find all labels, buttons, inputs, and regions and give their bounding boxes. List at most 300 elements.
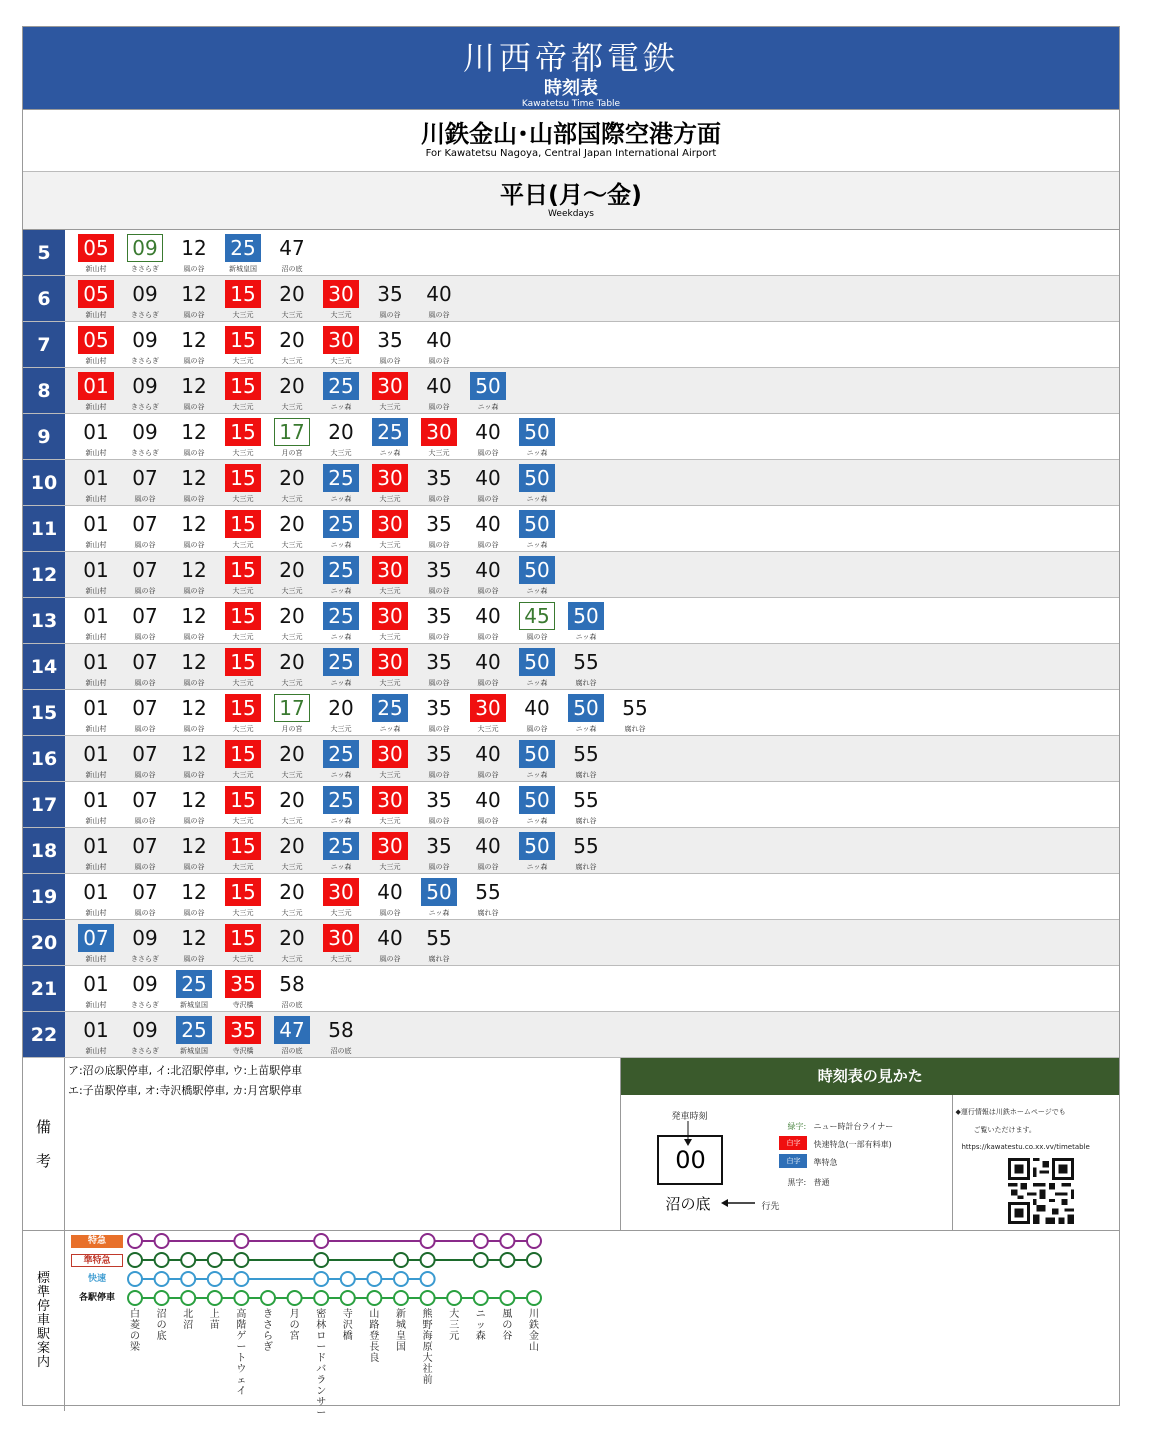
departure[interactable] — [126, 414, 175, 460]
departure[interactable] — [126, 828, 175, 874]
departure-destination: きさらぎ — [131, 311, 159, 319]
departure[interactable] — [567, 828, 616, 874]
departure-minute: 09 — [132, 926, 158, 950]
departure-minute: 15 — [225, 924, 261, 952]
departure-destination: 風の谷 — [428, 771, 450, 779]
departure[interactable] — [322, 736, 371, 782]
departure[interactable] — [420, 276, 469, 322]
departure-destination: ニッ森 — [526, 771, 548, 779]
departure-minute: 12 — [181, 880, 207, 904]
departure-destination: 大三元 — [281, 771, 303, 779]
departure[interactable] — [469, 506, 518, 552]
departure-minute: 20 — [279, 788, 305, 812]
departure-destination: 大三元 — [281, 311, 303, 319]
departure[interactable] — [420, 736, 469, 782]
departure[interactable] — [322, 460, 371, 506]
departures — [65, 276, 469, 321]
departure-destination: 腐れ谷 — [428, 955, 450, 963]
departure[interactable] — [126, 460, 175, 506]
departure-minute: 20 — [279, 926, 305, 950]
departure-minute: 12 — [181, 420, 207, 444]
hour-label: 20 — [23, 920, 65, 965]
departure[interactable] — [224, 230, 273, 276]
departure-minute: 50 — [519, 510, 555, 538]
departure[interactable] — [175, 644, 224, 690]
departure-destination: 風の谷 — [183, 357, 205, 365]
departure[interactable] — [371, 276, 420, 322]
departure[interactable] — [224, 782, 273, 828]
departure[interactable] — [77, 552, 126, 598]
departure[interactable] — [224, 966, 273, 1012]
departure[interactable] — [322, 414, 371, 460]
departure[interactable] — [420, 690, 469, 736]
departure-destination: ニッ森 — [379, 725, 401, 733]
departure[interactable] — [77, 276, 126, 322]
departure[interactable] — [175, 230, 224, 276]
hour-label: 15 — [23, 690, 65, 735]
departure-destination: 大三元 — [428, 449, 450, 457]
departure[interactable] — [224, 874, 273, 920]
departure[interactable] — [126, 690, 175, 736]
departure-minute: 50 — [519, 556, 555, 584]
departure[interactable] — [469, 736, 518, 782]
stop-marker — [155, 1272, 169, 1286]
departure[interactable] — [77, 966, 126, 1012]
departure[interactable] — [371, 736, 420, 782]
departure-minute: 01 — [83, 558, 109, 582]
departure[interactable] — [175, 920, 224, 966]
departure[interactable] — [175, 1012, 224, 1058]
departure[interactable] — [77, 598, 126, 644]
departure[interactable] — [518, 598, 567, 644]
departure-minute: 09 — [132, 420, 158, 444]
departure[interactable] — [518, 828, 567, 874]
departure[interactable] — [273, 644, 322, 690]
departure[interactable] — [322, 644, 371, 690]
departure-destination: ニッ森 — [330, 633, 352, 641]
departure[interactable] — [322, 828, 371, 874]
departure-minute: 07 — [132, 650, 158, 674]
departure-destination: ニッ森 — [379, 449, 401, 457]
departure-destination: 風の谷 — [183, 265, 205, 273]
stop-marker — [500, 1291, 514, 1305]
departure[interactable] — [469, 598, 518, 644]
departure[interactable] — [175, 460, 224, 506]
departure-minute: 35 — [225, 1016, 261, 1044]
departure[interactable] — [469, 368, 518, 414]
departure[interactable] — [273, 368, 322, 414]
departure[interactable] — [371, 506, 420, 552]
departure-minute: 12 — [181, 742, 207, 766]
departure-destination: 大三元 — [379, 771, 401, 779]
departure-destination: 大三元 — [232, 725, 254, 733]
blue-desc: 準特急 — [813, 1158, 838, 1167]
departure[interactable] — [224, 736, 273, 782]
departure[interactable] — [420, 460, 469, 506]
departure[interactable] — [518, 460, 567, 506]
departure[interactable] — [273, 598, 322, 644]
departure-minute: 25 — [176, 970, 212, 998]
departure[interactable] — [273, 690, 322, 736]
departure[interactable] — [371, 414, 420, 460]
departure[interactable] — [273, 966, 322, 1012]
stop-marker — [181, 1272, 195, 1286]
notes-section — [23, 1058, 1119, 1231]
info-url[interactable]: https://kawatestu.co.xx.vv/timetable — [961, 1143, 1090, 1151]
stop-marker — [155, 1253, 169, 1267]
departure[interactable] — [518, 690, 567, 736]
departures — [65, 230, 322, 275]
departure[interactable] — [518, 736, 567, 782]
departure[interactable] — [420, 644, 469, 690]
hour-row — [23, 368, 1119, 414]
departure[interactable] — [518, 552, 567, 598]
departure-destination: 新山村 — [85, 1001, 107, 1009]
departure-minute: 01 — [83, 972, 109, 996]
departure[interactable] — [77, 230, 126, 276]
stop-marker — [367, 1272, 381, 1286]
departure[interactable] — [420, 598, 469, 644]
departure[interactable] — [322, 368, 371, 414]
departure[interactable] — [371, 598, 420, 644]
departure[interactable] — [567, 736, 616, 782]
departure[interactable] — [77, 368, 126, 414]
departure[interactable] — [126, 598, 175, 644]
departure[interactable] — [420, 874, 469, 920]
departure[interactable] — [273, 276, 322, 322]
departure-minute: 09 — [132, 1018, 158, 1042]
departure[interactable] — [77, 322, 126, 368]
departure[interactable] — [126, 736, 175, 782]
departure[interactable] — [273, 414, 322, 460]
departure[interactable] — [77, 644, 126, 690]
departure[interactable] — [371, 644, 420, 690]
departure-destination: 風の谷 — [183, 541, 205, 549]
departure-minute: 01 — [83, 420, 109, 444]
departure-destination: 新山村 — [85, 357, 107, 365]
departure[interactable] — [469, 690, 518, 736]
departure-minute: 15 — [225, 556, 261, 584]
stop-marker — [527, 1291, 541, 1305]
departure[interactable] — [273, 782, 322, 828]
departure[interactable] — [567, 782, 616, 828]
departure[interactable] — [175, 414, 224, 460]
departure-destination: 腐れ谷 — [575, 679, 597, 687]
timetable-rows — [23, 229, 1119, 1058]
departure[interactable] — [420, 368, 469, 414]
departure[interactable] — [175, 782, 224, 828]
departure-destination: 大三元 — [477, 725, 499, 733]
departure[interactable] — [518, 782, 567, 828]
stop-marker — [314, 1253, 328, 1267]
departure[interactable] — [175, 966, 224, 1012]
departure[interactable] — [77, 874, 126, 920]
departure[interactable] — [371, 874, 420, 920]
departure[interactable] — [175, 690, 224, 736]
departure-destination: 腐れ谷 — [624, 725, 646, 733]
departure[interactable] — [224, 506, 273, 552]
departure[interactable] — [126, 874, 175, 920]
departure[interactable] — [126, 276, 175, 322]
departure-minute: 55 — [573, 834, 599, 858]
departure-minute: 25 — [323, 648, 359, 676]
departure[interactable] — [273, 1012, 322, 1058]
departure[interactable] — [322, 276, 371, 322]
departure[interactable] — [567, 690, 616, 736]
qr-code-icon[interactable] — [1005, 1158, 1077, 1224]
departures — [65, 1012, 371, 1057]
departure-destination: 大三元 — [232, 909, 254, 917]
departure[interactable] — [616, 690, 665, 736]
departure[interactable] — [126, 782, 175, 828]
departure[interactable] — [420, 828, 469, 874]
departure[interactable] — [77, 1012, 126, 1058]
departure[interactable] — [371, 782, 420, 828]
departure[interactable] — [224, 322, 273, 368]
departure[interactable] — [77, 736, 126, 782]
stop-marker — [500, 1234, 514, 1248]
departure[interactable] — [175, 368, 224, 414]
departure-minute: 15 — [225, 878, 261, 906]
departure[interactable] — [322, 1012, 371, 1058]
departure[interactable] — [469, 414, 518, 460]
departure-destination: 大三元 — [281, 679, 303, 687]
departure-minute: 35 — [426, 466, 452, 490]
departure-minute: 15 — [225, 372, 261, 400]
departure[interactable] — [469, 874, 518, 920]
departure[interactable] — [126, 230, 175, 276]
departure-minute: 12 — [181, 236, 207, 260]
departure-destination: 沼の底 — [281, 265, 303, 273]
departure[interactable] — [175, 322, 224, 368]
departure[interactable] — [224, 460, 273, 506]
departure[interactable] — [175, 506, 224, 552]
departure[interactable] — [224, 690, 273, 736]
departure[interactable] — [371, 920, 420, 966]
departure-minute: 25 — [323, 464, 359, 492]
departure[interactable] — [126, 322, 175, 368]
departure-destination: ニッ森 — [330, 587, 352, 595]
departure[interactable] — [322, 690, 371, 736]
departure-destination: きさらぎ — [131, 1047, 159, 1055]
departure[interactable] — [420, 920, 469, 966]
departure-minute: 15 — [225, 694, 261, 722]
departure[interactable] — [371, 460, 420, 506]
departure[interactable] — [175, 598, 224, 644]
departure[interactable] — [224, 368, 273, 414]
departure[interactable] — [322, 552, 371, 598]
departure[interactable] — [322, 322, 371, 368]
departure[interactable] — [224, 598, 273, 644]
departure[interactable] — [322, 506, 371, 552]
departure[interactable] — [273, 874, 322, 920]
departure-destination: 大三元 — [232, 817, 254, 825]
green-label: 緑字: — [787, 1122, 807, 1131]
stop-marker — [155, 1291, 169, 1305]
departure[interactable] — [469, 782, 518, 828]
hour-row — [23, 736, 1119, 782]
departure[interactable] — [175, 276, 224, 322]
departure[interactable] — [518, 506, 567, 552]
departure[interactable] — [371, 690, 420, 736]
departure-destination: 風の谷 — [183, 633, 205, 641]
departure-minute: 50 — [519, 418, 555, 446]
departures — [65, 552, 567, 597]
departure[interactable] — [469, 828, 518, 874]
departure-destination: 風の谷 — [134, 495, 156, 503]
notes-label-char: 考 — [35, 1152, 51, 1170]
departure[interactable] — [420, 782, 469, 828]
departure-minute: 50 — [568, 694, 604, 722]
departure-destination: ニッ森 — [330, 541, 352, 549]
departure-destination: ニッ森 — [526, 495, 548, 503]
departure-destination: ニッ森 — [428, 909, 450, 917]
departure[interactable] — [518, 414, 567, 460]
departure-minute: 30 — [372, 464, 408, 492]
departure-destination: 風の谷 — [428, 587, 450, 595]
departure-minute: 40 — [475, 420, 501, 444]
departure[interactable] — [371, 828, 420, 874]
hour-label: 5 — [23, 230, 65, 275]
departure[interactable] — [371, 368, 420, 414]
stops-label-char: 停 — [36, 1299, 50, 1314]
departure-minute: 20 — [279, 558, 305, 582]
departure[interactable] — [273, 322, 322, 368]
departure-minute: 05 — [78, 234, 114, 262]
departure-destination: 大三元 — [379, 495, 401, 503]
departure[interactable] — [126, 506, 175, 552]
departure[interactable] — [126, 368, 175, 414]
departure-minute: 25 — [323, 786, 359, 814]
hour-row — [23, 1012, 1119, 1058]
departure[interactable] — [371, 552, 420, 598]
departure[interactable] — [126, 920, 175, 966]
departure[interactable] — [175, 552, 224, 598]
departure-destination: 大三元 — [379, 863, 401, 871]
departure-destination: 風の谷 — [428, 541, 450, 549]
departure-destination: 風の谷 — [428, 403, 450, 411]
stop-marker — [208, 1253, 222, 1267]
departure-destination: 沼の底 — [281, 1001, 303, 1009]
station-name: 高階ゲートウェイ — [236, 1309, 247, 1397]
departure[interactable] — [273, 506, 322, 552]
departure[interactable] — [420, 506, 469, 552]
departure-minute: 35 — [377, 282, 403, 306]
departure[interactable] — [224, 828, 273, 874]
departure[interactable] — [273, 736, 322, 782]
departure-minute: 20 — [279, 742, 305, 766]
departure[interactable] — [469, 552, 518, 598]
station-name: 川鉄金山 — [529, 1309, 539, 1353]
departure-destination: ニッ森 — [526, 449, 548, 457]
departure-minute: 40 — [377, 880, 403, 904]
departure[interactable] — [322, 598, 371, 644]
departure-minute: 12 — [181, 834, 207, 858]
departure[interactable] — [77, 506, 126, 552]
departure[interactable] — [77, 920, 126, 966]
departure[interactable] — [273, 828, 322, 874]
departure-destination: 風の谷 — [134, 587, 156, 595]
hour-label: 11 — [23, 506, 65, 551]
departure[interactable] — [420, 414, 469, 460]
departure[interactable] — [273, 460, 322, 506]
departure-destination: 風の谷 — [134, 817, 156, 825]
hour-row — [23, 690, 1119, 736]
station-name: 北沼 — [183, 1309, 194, 1331]
departure-minute: 30 — [421, 418, 457, 446]
departure-minute: 07 — [132, 512, 158, 536]
departure[interactable] — [420, 552, 469, 598]
departure[interactable] — [224, 552, 273, 598]
departure[interactable] — [322, 782, 371, 828]
departure-minute: 15 — [225, 602, 261, 630]
departure-destination: 新山村 — [85, 587, 107, 595]
departures — [65, 644, 616, 689]
red-desc: 快速特急(一部有料車) — [813, 1140, 892, 1149]
departure[interactable] — [322, 920, 371, 966]
departure[interactable] — [273, 230, 322, 276]
departure[interactable] — [224, 276, 273, 322]
departure[interactable] — [224, 644, 273, 690]
departure-destination: 大三元 — [330, 311, 352, 319]
departure[interactable] — [273, 920, 322, 966]
departure[interactable] — [77, 460, 126, 506]
departure[interactable] — [322, 874, 371, 920]
departure[interactable] — [469, 460, 518, 506]
stop-marker — [394, 1272, 408, 1286]
notes-label-char: 備 — [35, 1118, 51, 1136]
departures — [65, 782, 616, 827]
departure[interactable] — [77, 414, 126, 460]
departure-minute: 12 — [181, 604, 207, 628]
departure-destination: 大三元 — [281, 633, 303, 641]
departure-minute: 30 — [372, 556, 408, 584]
departure[interactable] — [175, 736, 224, 782]
departure[interactable] — [518, 644, 567, 690]
departure[interactable] — [567, 598, 616, 644]
departure[interactable] — [224, 414, 273, 460]
departure[interactable] — [273, 552, 322, 598]
hour-label: 13 — [23, 598, 65, 643]
note-line: ア:沼の底駅停車, イ:北沼駅停車, ウ:上苗駅停車 — [67, 1064, 303, 1077]
departure[interactable] — [567, 644, 616, 690]
departure-minute: 07 — [132, 788, 158, 812]
departure[interactable] — [126, 552, 175, 598]
hour-row — [23, 966, 1119, 1012]
departure-minute: 30 — [323, 924, 359, 952]
departure[interactable] — [77, 690, 126, 736]
legend-panel — [621, 1058, 1119, 1230]
departure[interactable] — [469, 644, 518, 690]
day-section — [23, 171, 1119, 229]
departure[interactable] — [126, 966, 175, 1012]
departure[interactable] — [126, 644, 175, 690]
departure[interactable] — [420, 322, 469, 368]
departure-minute: 20 — [328, 696, 354, 720]
departure[interactable] — [175, 828, 224, 874]
stop-marker — [234, 1291, 248, 1305]
stop-marker — [474, 1253, 488, 1267]
departure-destination: 沼の底 — [330, 1047, 352, 1055]
departure[interactable] — [126, 1012, 175, 1058]
departure[interactable] — [175, 874, 224, 920]
departure[interactable] — [371, 322, 420, 368]
departure[interactable] — [224, 920, 273, 966]
sample-time-box: 00 — [657, 1135, 723, 1185]
departure[interactable] — [77, 828, 126, 874]
departure[interactable] — [77, 782, 126, 828]
departure[interactable] — [224, 1012, 273, 1058]
